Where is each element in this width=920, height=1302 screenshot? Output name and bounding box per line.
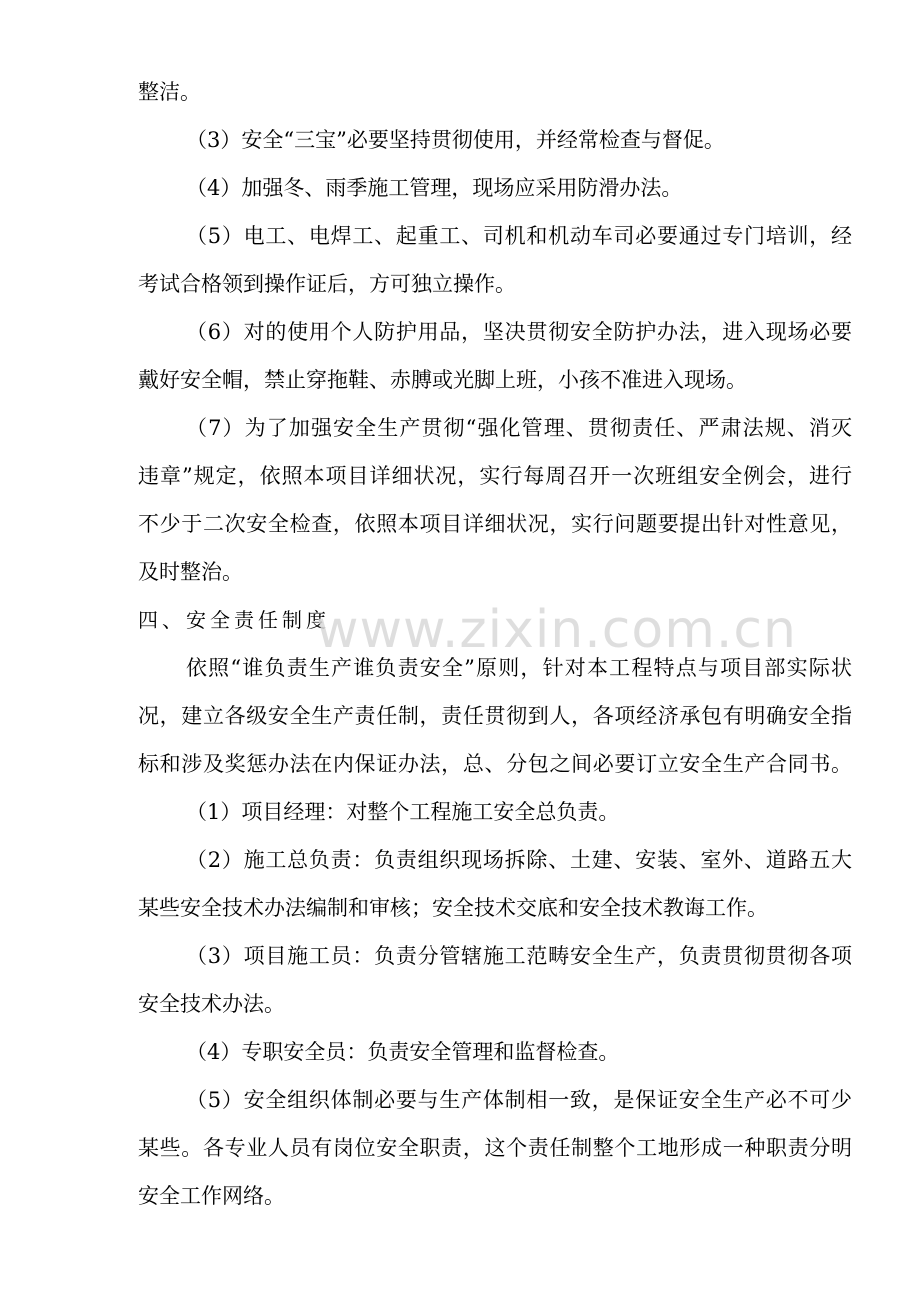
text-line: （5）电工、电焊工、起重工、司机和机动车司必要通过专门培训，经 (186, 224, 852, 248)
text-line: （3）项目施工员：负责分管辖施工范畴安全生产，负责贯彻贯彻各项 (186, 944, 852, 968)
text-line: 违章”规定，依照本项目详细状况，实行每周召开一次班组安全例会，进行 (138, 464, 852, 488)
text-line: （2）施工总负责：负责组织现场拆除、土建、安装、室外、道路五大 (186, 848, 852, 872)
text-line: （7）为了加强安全生产贯彻“强化管理、贯彻责任、严肃法规、消灭 (186, 416, 852, 440)
section-heading: 四、安全责任制度 (138, 608, 330, 632)
text-line: 某些。各专业人员有岗位安全职责，这个责任制整个工地形成一种职责分明 (138, 1136, 852, 1160)
text-line: 安全技术办法。 (138, 992, 285, 1016)
text-line: 安全工作网络。 (138, 1184, 285, 1208)
text-line: 某些安全技术办法编制和审核；安全技术交底和安全技术教诲工作。 (138, 896, 768, 920)
text-line: 况，建立各级安全生产责任制，责任贯彻到人，各项经济承包有明确安全指 (138, 704, 852, 728)
text-line: 及时整治。 (138, 560, 243, 584)
text-line: （4）专职安全员：负责安全管理和监督检查。 (186, 1040, 620, 1064)
text-line: 依照“谁负责生产谁负责安全”原则，针对本工程特点与项目部实际状 (186, 656, 852, 680)
text-line: （1）项目经理：对整个工程施工安全总负责。 (186, 800, 620, 824)
text-line: 标和涉及奖惩办法在内保证办法，总、分包之间必要订立安全生产合同书。 (138, 752, 852, 776)
text-line: 考试合格领到操作证后，方可独立操作。 (138, 272, 516, 296)
text-line: （4）加强冬、雨季施工管理，现场应采用防滑办法。 (186, 176, 683, 200)
text-line: 戴好安全帽，禁止穿拖鞋、赤膊或光脚上班，小孩不准进入现场。 (138, 368, 747, 392)
text-line: （6）对的使用个人防护用品，坚决贯彻安全防护办法，进入现场必要 (186, 320, 852, 344)
watermark: www.zixin.com.cn (316, 600, 797, 660)
text-line: 整洁。 (138, 80, 201, 104)
text-line: （3）安全“三宝”必要坚持贯彻使用，并经常检查与督促。 (186, 128, 725, 152)
text-line: （5）安全组织体制必要与生产体制相一致，是保证安全生产必不可少 (186, 1088, 852, 1112)
text-line: 不少于二次安全检查，依照本项目详细状况，实行问题要提出针对性意见， (138, 512, 852, 536)
